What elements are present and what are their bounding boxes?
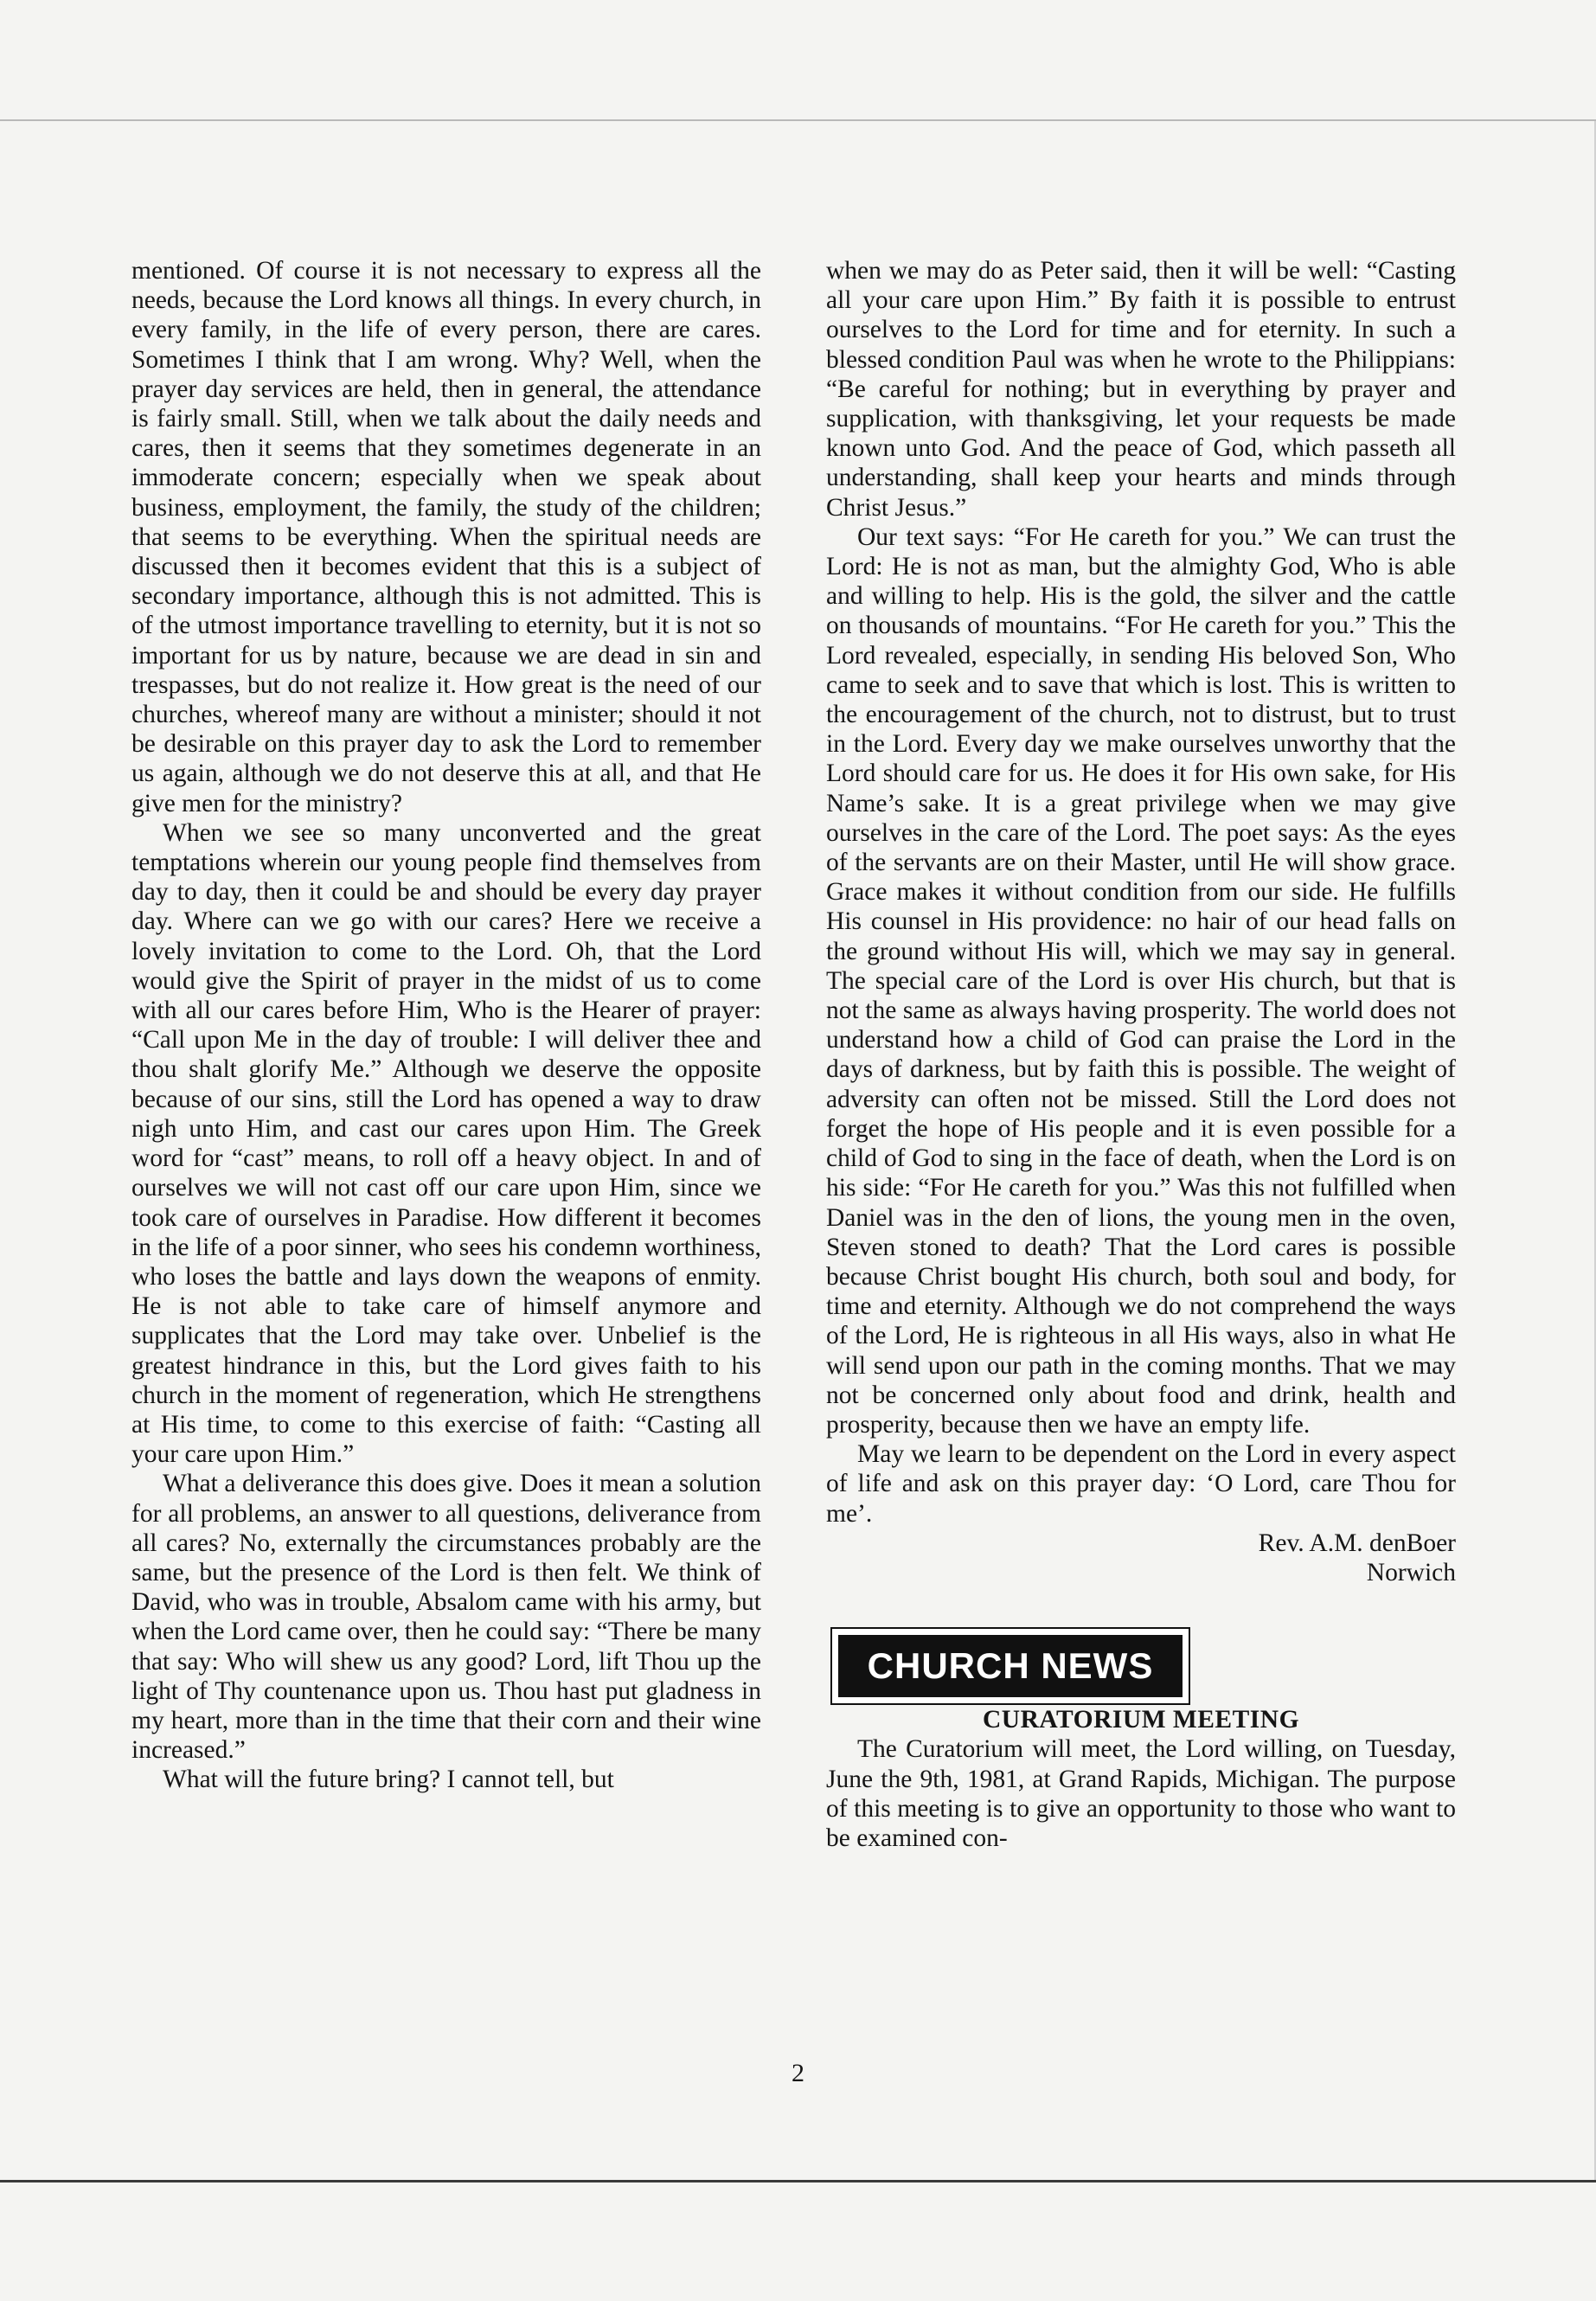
church-news-banner bbox=[830, 1627, 1190, 1705]
left-column bbox=[131, 256, 761, 1795]
left-paragraph-3: What a deliverance this does give. Does it mean a solution for all problems, an answer to all questions, deliverance from all cares? No, externally the circumstances probably are the same, but the presence of the Lord is then felt. We think of David, who was in trouble, Absalom came with his army, but when the Lord came over, then he could say: “There be many that say: Who will shew us any good? Lord, lift Thou up the light of Thy countenance upon us. Thou hast put gladness in my heart, more than in the time that their corn and their wine increased.” bbox=[131, 1470, 761, 1765]
right-paragraph-1: when we may do as Peter said, then it will be well: “Casting all your care upon Him.” By faith it is possible to entrust ourselves to the Lord for time and for eternity. In such a blessed condition Paul was when he wrote to the Philippians: “Be careful for nothing; but in everything by prayer and supplication, with thanksgiving, let your requests be made known unto God. And the peace of God, which passeth all understanding, shall keep your hearts and minds through Christ Jesus.” bbox=[826, 257, 1456, 522]
right-paragraph-2: Our text says: “For He careth for you.” We can trust the Lord: He is not as man, but the almighty God, Who is able and willing to help. His is the gold, the silver and the cattle on thousands of mountains. “For He careth for you.” This the Lord revealed, especially, in sending His beloved Son, Who came to seek and to save that which is lost. This is written to the encouragement of the church, not to distrust, but to trust in the Lord. Every day we make ourselves unworthy that the Lord should care for us. He does it for His own sake, for His Name’s sake. It is a great privilege when we may give ourselves in the care of the Lord. The poet says: As the eyes of the servants are on their Master, until He will show grace. Grace makes it without condition from our side. He fulfills His counsel in His providence: no hair of our head falls on the ground without His will, which we may say in general. The special care of the Lord is over His church, but that is not the same as always having prosperity. The world does not understand how a child of God can praise the Lord in the days of darkness, but by faith this is possible. The weight of adversity can often not be missed. Still the Lord does not forget the hope of His people and it is even possible for a child of God to sing in the face of death, when the Lord is on his side: “For He careth for you.” Was this not fulfilled when Daniel was in the den of lions, the young men in the oven, Steven stoned to death? That the Lord cares is possible because Christ bought His church, both soul and body, for time and eternity. Although we do not comprehend the ways of the Lord, He is righteous in all His ways, also in what He will send upon our path in the coming months. That we may not be concerned only about food and drink, health and prosperity, because then we have an empty life. bbox=[826, 522, 1456, 1439]
right-paragraph-3: May we learn to be dependent on the Lord in every aspect of life and ask on this prayer day: ‘O Lord, care Thou for me’. bbox=[826, 1440, 1456, 1528]
page-edge-top bbox=[0, 119, 1596, 121]
left-paragraph-4: What will the future bring? I cannot tell, but bbox=[163, 1766, 614, 1794]
church-news-banner-inner bbox=[838, 1635, 1183, 1697]
right-column bbox=[826, 256, 1456, 1853]
signature-place: Norwich bbox=[1366, 1558, 1456, 1586]
left-paragraph-2: When we see so many unconverted and the great temptations wherein our young people find themselves from day to day, then it could be and should be every day prayer day. Where can we go with our cares? Here we receive a lovely invitation to come to the Lord. Oh, that the Lord would give the Spirit of prayer in the midst of us to come with all our cares before Him, Who is the Hearer of prayer: “Call upon Me in the day of trouble: I will deliver thee and thou shalt glorify Me.” Although we deserve the opposite because of our sins, still the Lord has opened a way to draw nigh unto Him, and cast our cares upon Him. The Greek word for “cast” means, to roll off a heavy object. In and of ourselves we will not cast off our care upon Him, since we took care of ourselves in Paradise. How different it becomes in the life of a poor sinner, who sees his condemn worthiness, who loses the battle and lays down the weapons of enmity. He is not able to take care of himself anymore and supplicates that the Lord may take over. Unbelief is the greatest hindrance in this, but the Lord gives faith to his church in the moment of regeneration, which He strengthens at His time, to come to this exercise of faith: “Casting all your care upon Him.” bbox=[131, 818, 761, 1469]
page-edge-bottom bbox=[0, 2180, 1596, 2182]
church-news-label: CHURCH NEWS bbox=[867, 1645, 1154, 1687]
curatorium-paragraph: The Curatorium will meet, the Lord willing, on Tuesday, June the 9th, 1981, at Grand Rapids, Michigan. The purpose of this meeting is to give an opportunity to those who want to be examined con- bbox=[826, 1735, 1456, 1852]
signature-name: Rev. A.M. denBoer bbox=[1258, 1529, 1456, 1557]
curatorium-heading: CURATORIUM MEETING bbox=[982, 1706, 1300, 1734]
left-paragraph-1: mentioned. Of course it is not necessary to express all the needs, because the Lord knows all things. In every church, in every family, in the life of every person, there are cares. Sometimes I think that I am wrong. Why? Well, when the prayer day services are held, then in general, the attendance is fairly small. Still, when we talk about the daily needs and cares, then it seems that they sometimes degenerate in an immoderate concern; especially when we speak about business, employment, the family, the study of the children; that seems to be everything. When the spiritual needs are discussed then it becomes evident that this is a subject of secondary importance, although this is not admitted. This is of the utmost importance travelling to eternity, but it is not so important for us by nature, because we are dead in sin and trespasses, but do not realize it. How great is the need of our churches, whereof many are without a minister; should it not be desirable on this prayer day to ask the Lord to remember us again, although we do not deserve this at all, and that He give men for the ministry? bbox=[131, 257, 761, 817]
page-number: 2 bbox=[792, 2059, 804, 2087]
